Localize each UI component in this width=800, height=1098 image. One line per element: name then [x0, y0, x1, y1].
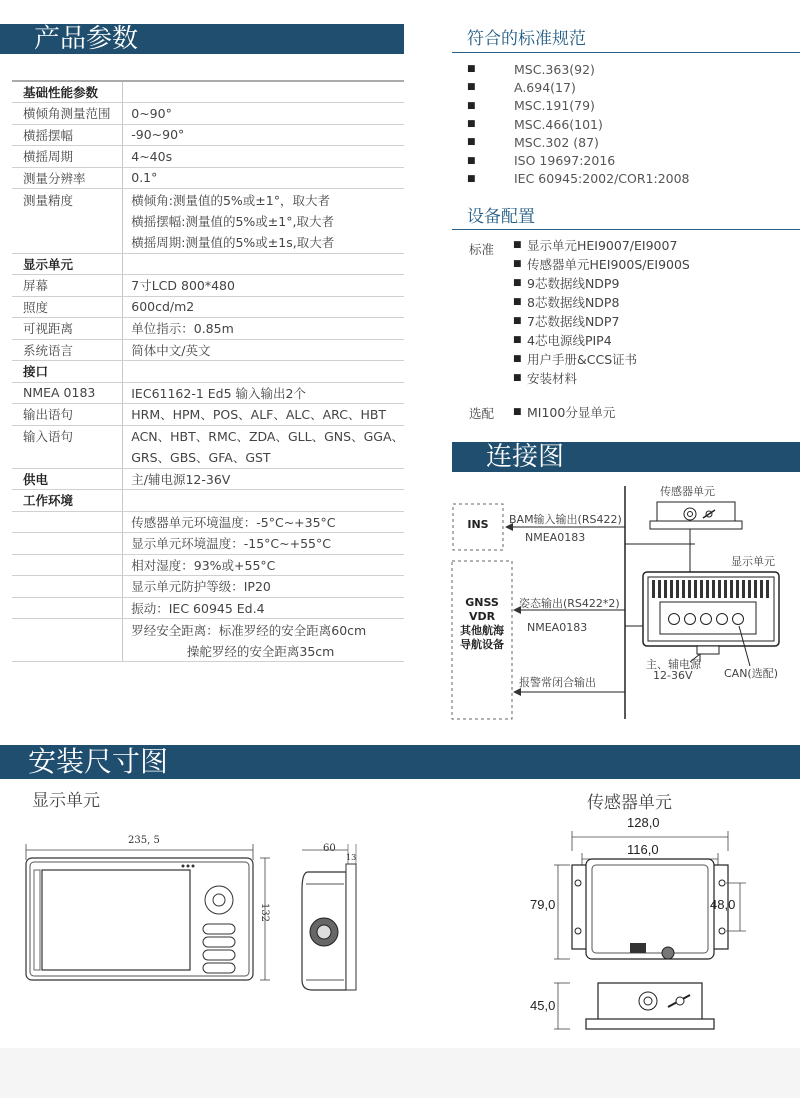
spec-key	[12, 576, 123, 598]
diag-alarm-label: 报警常闭合输出	[519, 676, 596, 689]
spec-row	[12, 447, 404, 469]
heatsink-fin	[718, 580, 721, 598]
spec-value: 振动：IEC 60945 Ed.4	[123, 597, 404, 619]
standard-label: MSC.302 (87)	[514, 134, 599, 150]
config-label: 4芯电源线PIP4	[527, 332, 612, 348]
spec-key: 输出语句	[12, 404, 123, 426]
spec-value: IEC61162-1 Ed5 输入输出2个	[123, 382, 404, 404]
spec-value	[123, 81, 404, 103]
display-side-drawing	[296, 840, 366, 1000]
spec-value	[123, 361, 404, 383]
sensor-unit-drawing	[650, 502, 742, 529]
spec-value: -90~90°	[123, 124, 404, 146]
heatsink-fin	[742, 580, 745, 598]
sensor-outer-dim: 128,0	[627, 815, 660, 830]
spec-row	[12, 640, 404, 662]
spec-value: 简体中文/英文	[123, 339, 404, 361]
bullet-icon: ■	[513, 296, 522, 307]
config-label: 9芯数据线NDP9	[527, 275, 620, 291]
diag-display-label: 显示单元	[731, 555, 775, 568]
config-label: 安装材料	[527, 370, 578, 386]
standard-label: MSC.191(79)	[514, 98, 595, 114]
heatsink-fin	[652, 580, 655, 598]
params-title: 产品参数	[34, 24, 139, 54]
heatsink-fin	[730, 580, 733, 598]
config-item	[513, 368, 690, 387]
display-unit-title: 显示单元	[32, 791, 100, 811]
heatsink-fin	[682, 580, 685, 598]
config-item	[513, 402, 615, 421]
display-width-dim: 235, 5	[128, 835, 160, 846]
spec-key: 工作环境	[12, 490, 123, 512]
diag-power-label-1: 主、辅电源	[646, 658, 701, 671]
spec-key	[12, 619, 123, 641]
bullet-icon: ■	[467, 100, 476, 111]
spec-value: GRS、GBS、GFA、GST	[123, 447, 404, 469]
config-label: 7芯数据线NDP7	[527, 313, 620, 329]
bullet-icon: ■	[467, 119, 476, 130]
spec-key: NMEA 0183	[12, 382, 123, 404]
config-optional-label: 选配	[469, 406, 495, 421]
diag-nmea2-label: NMEA0183	[527, 621, 588, 634]
heatsink-fin	[748, 580, 751, 598]
config-underline	[452, 229, 800, 230]
heatsink-fin	[766, 580, 769, 598]
spec-row	[12, 382, 404, 404]
spec-key: 照度	[12, 296, 123, 318]
gnss-line-3: 其他航海	[460, 624, 504, 637]
bullet-icon: ■	[513, 353, 522, 364]
spec-value: 横倾角:测量值的5%或±1°，取大者	[131, 192, 330, 208]
install-banner	[0, 745, 800, 779]
spec-value: 0~90°	[123, 103, 404, 125]
standards-list	[467, 60, 690, 188]
display-bezel-dim: 13	[346, 853, 357, 862]
bullet-icon: ■	[513, 406, 522, 417]
spec-row	[12, 533, 404, 555]
bullet-icon: ■	[513, 334, 522, 345]
spec-value: 0.1°	[123, 167, 404, 189]
spec-key	[12, 511, 123, 533]
config-standard-label: 标准	[469, 242, 495, 257]
config-item	[513, 235, 690, 254]
spec-value: 7寸LCD 800*480	[123, 275, 404, 297]
spec-row	[12, 210, 404, 232]
heatsink-fin	[664, 580, 667, 598]
bullet-icon: ■	[467, 64, 476, 75]
standards-title: 符合的标准规范	[467, 29, 586, 49]
config-label: 显示单元HEI9007/EI9007	[527, 237, 678, 253]
bullet-icon: ■	[467, 82, 476, 93]
install-title: 安装尺寸图	[28, 745, 169, 778]
params-banner	[0, 24, 404, 54]
spec-key	[12, 640, 123, 662]
config-item	[513, 254, 690, 273]
heatsink-fin	[712, 580, 715, 598]
spec-key: 横摇摆幅	[12, 124, 123, 146]
spec-key	[12, 210, 123, 232]
config-label: 8芯数据线NDP8	[527, 294, 620, 310]
diag-attitude-label: 姿态输出(RS422*2)	[519, 597, 620, 610]
display-unit-drawing	[643, 572, 779, 666]
sensor-height-dim: 79,0	[530, 897, 556, 912]
heatsink-fin	[694, 580, 697, 598]
spec-value	[123, 490, 404, 512]
config-item	[513, 349, 690, 368]
spec-value: 横摇摆幅:测量值的5%或±1°,取大者	[131, 213, 334, 229]
heatsink-fin	[658, 580, 661, 598]
spec-key	[12, 447, 123, 469]
spec-row	[12, 425, 404, 447]
diag-sensor-label: 传感器单元	[660, 485, 715, 498]
sensor-depth-dim: 45,0	[530, 998, 556, 1013]
config-item	[513, 311, 690, 330]
spec-row	[12, 361, 404, 383]
config-label: MI100分显单元	[527, 404, 616, 420]
config-item	[513, 292, 690, 311]
spec-key: 接口	[12, 361, 123, 383]
bullet-icon: ■	[513, 372, 522, 383]
connection-banner	[452, 442, 800, 472]
standard-item	[467, 133, 690, 151]
config-label: 传感器单元HEI900S/EI900S	[527, 256, 690, 272]
diag-can-label: CAN(选配)	[724, 667, 779, 680]
heatsink-fin	[754, 580, 757, 598]
bullet-icon: ■	[513, 315, 522, 326]
gnss-line-2: VDR	[468, 610, 496, 623]
spec-value: 相对湿度：93%或+55°C	[123, 554, 404, 576]
spec-value: HRM、HPM、POS、ALF、ALC、ARC、HBT	[123, 404, 404, 426]
spec-row	[12, 511, 404, 533]
heatsink-fin	[760, 580, 763, 598]
spec-value: 显示单元防护等级：IP20	[123, 576, 404, 598]
standards-underline	[452, 52, 800, 53]
connection-title: 连接图	[486, 442, 565, 472]
display-depth-dim: 60	[323, 843, 336, 854]
spec-value	[123, 253, 404, 275]
spec-key: 供电	[12, 468, 123, 490]
diag-power-label-2: 12-36V	[653, 669, 693, 682]
spec-row	[12, 576, 404, 598]
spec-row	[12, 296, 404, 318]
spec-row	[12, 339, 404, 361]
heatsink-fin	[724, 580, 727, 598]
heatsink-fin	[688, 580, 691, 598]
bullet-icon: ■	[467, 173, 476, 184]
spec-value: 横摇周期:测量值的5%或±1s,取大者	[123, 232, 404, 254]
spec-row	[12, 597, 404, 619]
spec-row	[12, 124, 404, 146]
spec-key	[12, 554, 123, 576]
config-standard-list	[513, 235, 690, 387]
standard-label: MSC.363(92)	[514, 61, 595, 77]
sensor-hole-dim: 48,0	[710, 897, 736, 912]
spec-row	[12, 468, 404, 490]
spec-row	[12, 253, 404, 275]
standard-label: IEC 60945:2002/COR1:2008	[514, 171, 690, 187]
spec-row	[12, 554, 404, 576]
spec-key: 横倾角测量范围	[12, 103, 123, 125]
standard-label: ISO 19697:2016	[514, 153, 616, 169]
config-title: 设备配置	[467, 207, 535, 227]
spec-key	[12, 597, 123, 619]
spec-row	[12, 146, 404, 168]
standard-label: A.694(17)	[514, 79, 576, 95]
heatsink-fin	[706, 580, 709, 598]
gnss-line-4: 导航设备	[460, 638, 504, 651]
config-optional-list	[513, 402, 615, 421]
diag-bam-label: BAM输入输出(RS422)	[509, 513, 622, 526]
spec-row	[12, 232, 404, 254]
standard-item	[467, 115, 690, 133]
spec-value: 传感器单元环境温度：-5°C~+35°C	[123, 511, 404, 533]
spec-table	[12, 80, 404, 662]
standard-item	[467, 97, 690, 115]
spec-value: 4~40s	[123, 146, 404, 168]
bottom-band	[0, 1048, 800, 1098]
spec-row	[12, 103, 404, 125]
spec-row	[12, 404, 404, 426]
bullet-icon: ■	[513, 239, 522, 250]
spec-row	[12, 189, 404, 211]
sensor-unit-title: 传感器单元	[587, 793, 672, 813]
spec-value: 主/辅电源12-36V	[123, 468, 404, 490]
spec-key: 可视距离	[12, 318, 123, 340]
spec-value: 操舵罗经的安全距离35cm	[123, 640, 404, 662]
spec-row	[12, 81, 404, 103]
bullet-icon: ■	[467, 137, 476, 148]
heatsink-fin	[676, 580, 679, 598]
config-label: 用户手册&CCS证书	[527, 351, 638, 367]
spec-value: 罗经安全距离：标准罗经的安全距离60cm	[131, 622, 367, 638]
spec-key: 显示单元	[12, 253, 123, 275]
sensor-side-drawing	[550, 977, 750, 1037]
spec-key	[12, 533, 123, 555]
config-item	[513, 330, 690, 349]
heatsink-fin	[700, 580, 703, 598]
standard-label: MSC.466(101)	[514, 116, 603, 132]
spec-value: 600cd/m2	[123, 296, 404, 318]
sensor-inner-dim: 116,0	[627, 842, 659, 857]
spec-value: 单位指示：0.85m	[123, 318, 404, 340]
spec-row	[12, 275, 404, 297]
spec-key	[12, 232, 123, 254]
spec-key: 系统语言	[12, 339, 123, 361]
diag-ins-label: INS	[467, 518, 489, 531]
spec-value: 显示单元环境温度：-15°C~+55°C	[123, 533, 404, 555]
spec-key: 测量分辨率	[12, 167, 123, 189]
spec-value: ACN、HBT、RMC、ZDA、GLL、GNS、GGA、	[131, 429, 404, 444]
spec-row	[12, 318, 404, 340]
standard-item	[467, 60, 690, 78]
bullet-icon: ■	[467, 155, 476, 166]
display-height-dim: 132	[259, 902, 271, 923]
heatsink-fin	[736, 580, 739, 598]
standard-item	[467, 170, 690, 188]
spec-key: 测量精度	[12, 189, 123, 211]
bullet-icon: ■	[513, 258, 522, 269]
spec-key: 横摇周期	[12, 146, 123, 168]
standard-item	[467, 78, 690, 96]
heatsink-fin	[670, 580, 673, 598]
spec-key: 基础性能参数	[12, 81, 123, 103]
spec-row	[12, 167, 404, 189]
diag-gnss-label	[452, 596, 512, 652]
display-front-drawing	[20, 840, 290, 1000]
standard-item	[467, 151, 690, 169]
bullet-icon: ■	[513, 277, 522, 288]
spec-row	[12, 619, 404, 641]
diag-nmea1-label: NMEA0183	[525, 531, 586, 544]
spec-key: 屏幕	[12, 275, 123, 297]
spec-row	[12, 490, 404, 512]
gnss-line-1: GNSS	[465, 596, 499, 609]
spec-key: 输入语句	[12, 425, 123, 447]
config-item	[513, 273, 690, 292]
